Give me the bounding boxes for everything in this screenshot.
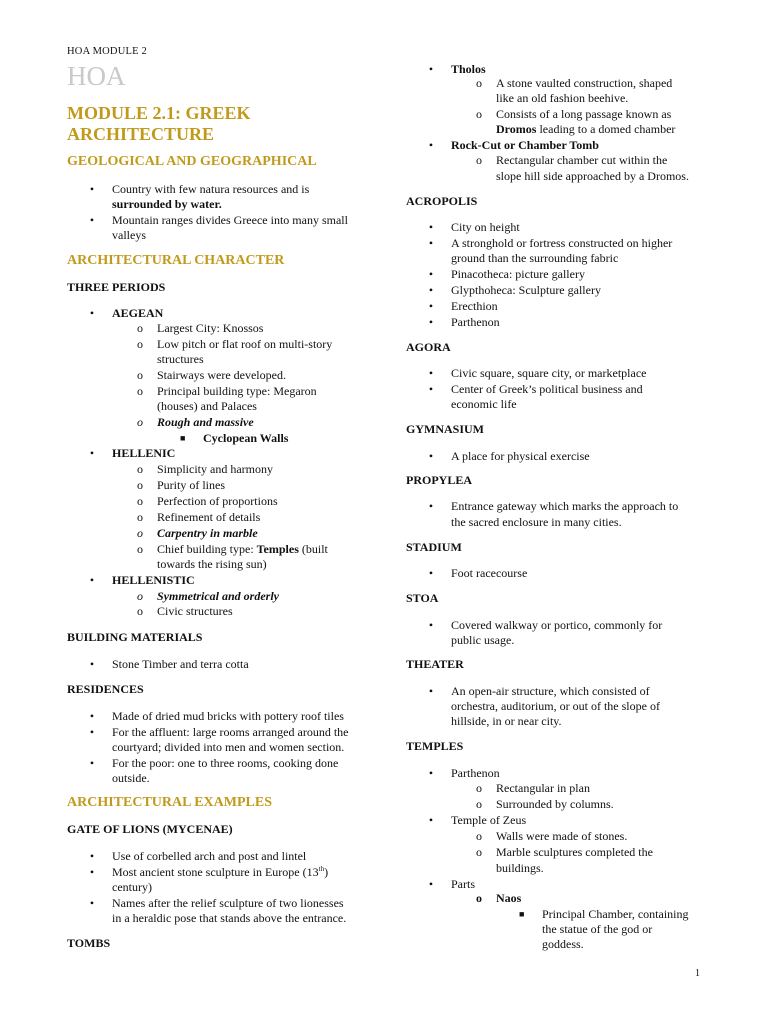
text: Chief building type:: [157, 542, 257, 556]
heading-architectural-character: ARCHITECTURAL CHARACTER: [67, 253, 285, 268]
text-bold: Temples: [256, 542, 299, 556]
bullet: •: [89, 725, 95, 739]
hellenic-item: Perfection of proportions: [157, 494, 278, 508]
period-hellenistic: HELLENISTIC: [112, 573, 195, 587]
sub-bullet: o: [476, 781, 482, 795]
propylea-item: Entrance gateway which marks the approach to: [451, 499, 679, 513]
temple-zeus: Temple of Zeus: [451, 813, 527, 827]
gymnasium-item: A place for physical exercise: [451, 449, 590, 463]
period-aegean: AEGEAN: [112, 306, 164, 320]
text: leading to a domed chamber: [536, 122, 676, 136]
hellenistic-item: Civic structures: [157, 604, 233, 618]
sub-sub-bullet: ■: [180, 433, 186, 443]
bullet: •: [89, 849, 95, 863]
tomb-rock-cut: Rock-Cut or Chamber Tomb: [451, 138, 599, 152]
tholos-item: A stone vaulted construction, shaped: [496, 76, 673, 90]
sub-bullet: o: [137, 321, 143, 335]
bullet: •: [89, 756, 95, 770]
sub-bullet: o: [137, 462, 143, 476]
zeus-item: Walls were made of stones.: [496, 829, 628, 843]
residences-item: For the affluent: large rooms arranged around the: [112, 725, 349, 739]
acropolis-item: Pinacotheca: picture gallery: [451, 267, 585, 281]
superscript: th: [318, 865, 325, 873]
sub-bullet: o: [476, 891, 482, 905]
module-title-line-1: MODULE 2.1: GREEK: [67, 103, 251, 123]
gate-item: century): [112, 880, 152, 894]
heading-stadium: STADIUM: [406, 540, 462, 554]
parthenon-item: Rectangular in plan: [496, 781, 590, 795]
sub-bullet: o: [137, 478, 143, 492]
temple-parts: Parts: [451, 877, 475, 891]
heading-three-periods: THREE PERIODS: [67, 280, 166, 294]
bullet: •: [428, 449, 434, 463]
propylea-item: the sacred enclosure in many cities.: [451, 515, 622, 529]
sub-bullet: o: [137, 415, 143, 429]
sub-bullet: o: [476, 153, 482, 167]
bullet: •: [428, 299, 434, 313]
page-title: HOA: [67, 61, 126, 91]
gate-item: in a heraldic pose that stands above the entrance.: [112, 911, 347, 925]
temple-parthenon: Parthenon: [451, 766, 500, 780]
residences-item: courtyard; divided into men and women section.: [112, 740, 345, 754]
theater-item: An open-air structure, which consisted of: [451, 684, 650, 698]
agora-item: Civic square, square city, or marketplace: [451, 366, 647, 380]
sub-bullet: o: [137, 542, 143, 556]
bullet: •: [89, 306, 95, 320]
aegean-item: Cyclopean Walls: [203, 431, 289, 445]
gate-item: Most ancient stone sculpture in Europe (13th): [112, 865, 329, 879]
stoa-item: public usage.: [451, 633, 515, 647]
naos-item: Principal Chamber, containing: [542, 907, 689, 921]
zeus-item: buildings.: [496, 861, 544, 875]
bullet: •: [89, 213, 95, 227]
hellenic-item: Purity of lines: [157, 478, 225, 492]
bullet: •: [428, 684, 434, 698]
heading-residences: RESIDENCES: [67, 682, 144, 696]
agora-item: Center of Greek’s political business and: [451, 382, 643, 396]
sub-bullet: o: [137, 337, 143, 351]
hellenic-item: Simplicity and harmony: [157, 462, 273, 476]
agora-item: economic life: [451, 397, 517, 411]
bullet: •: [428, 267, 434, 281]
bullet: •: [428, 766, 434, 780]
acropolis-item: City on height: [451, 220, 520, 234]
heading-architectural-examples: ARCHITECTURAL EXAMPLES: [67, 795, 272, 810]
heading-building-materials: BUILDING MATERIALS: [67, 630, 203, 644]
text: (built: [298, 542, 328, 556]
sub-bullet: o: [137, 510, 143, 524]
text-bold: Dromos: [496, 122, 537, 136]
heading-gymnasium: GYMNASIUM: [406, 422, 484, 436]
bullet: •: [428, 382, 434, 396]
acropolis-item: ground than the surrounding fabric: [451, 251, 619, 265]
heading-acropolis: ACROPOLIS: [406, 194, 478, 208]
sub-bullet: o: [476, 107, 482, 121]
aegean-item: Rough and massive: [157, 415, 254, 429]
heading-geological: GEOLOGICAL AND GEOGRAPHICAL: [67, 154, 317, 169]
theater-item: orchestra, auditorium, or out of the slope of: [451, 699, 660, 713]
residences-item: outside.: [112, 771, 150, 785]
tholos-item: like an old fashion beehive.: [496, 91, 629, 105]
residences-item: For the poor: one to three rooms, cooking done: [112, 756, 339, 770]
acropolis-item: Glypthoheca: Sculpture gallery: [451, 283, 601, 297]
bullet: •: [428, 877, 434, 891]
sub-bullet: o: [137, 368, 143, 382]
bullet: •: [428, 236, 434, 250]
text: Most ancient stone sculpture in Europe (13: [112, 865, 319, 879]
aegean-item: Low pitch or flat roof on multi-story: [157, 337, 333, 351]
bullet: •: [428, 315, 434, 329]
bullet: •: [89, 657, 95, 671]
zeus-item: Marble sculptures completed the: [496, 845, 653, 859]
hellenic-item: [157, 541, 328, 557]
sub-bullet: o: [137, 494, 143, 508]
tholos-item: [496, 121, 675, 137]
acropolis-item: Parthenon: [451, 315, 500, 329]
rock-item: Rectangular chamber cut within the: [496, 153, 668, 167]
naos-item: goddess.: [542, 937, 584, 951]
heading-stoa: STOA: [406, 591, 439, 605]
hellenic-item: Carpentry in marble: [157, 526, 258, 540]
bullet: •: [89, 573, 95, 587]
geo-item-2-line-2: valleys: [112, 228, 146, 242]
bullet: •: [428, 813, 434, 827]
materials-item: Stone Timber and terra cotta: [112, 657, 249, 671]
aegean-item: (houses) and Palaces: [157, 399, 257, 413]
sub-bullet: o: [137, 526, 143, 540]
heading-propylea: PROPYLEA: [406, 473, 472, 487]
naos-item: the statue of the god or: [542, 922, 653, 936]
aegean-item: Largest City: Knossos: [157, 321, 264, 335]
aegean-item: Principal building type: Megaron: [157, 384, 317, 398]
parthenon-item: Surrounded by columns.: [496, 797, 614, 811]
heading-agora: AGORA: [406, 340, 451, 354]
period-hellenic: HELLENIC: [112, 446, 176, 460]
sub-bullet: o: [476, 797, 482, 811]
hellenic-item: towards the rising sun): [157, 557, 267, 571]
bullet: •: [428, 618, 434, 632]
heading-tombs: TOMBS: [67, 936, 111, 950]
heading-theater: THEATER: [406, 657, 464, 671]
acropolis-item: A stronghold or fortress constructed on higher: [451, 236, 673, 250]
gate-item: Names after the relief sculpture of two lionesses: [112, 896, 344, 910]
geo-item-2-line-1: Mountain ranges divides Greece into many small: [112, 213, 348, 227]
tomb-tholos: Tholos: [451, 62, 486, 76]
sub-bullet: o: [137, 604, 143, 618]
sub-bullet: o: [137, 589, 143, 603]
tholos-item: Consists of a long passage known as: [496, 107, 672, 121]
sub-bullet: o: [476, 845, 482, 859]
sub-sub-bullet: ■: [519, 909, 525, 919]
heading-temples: TEMPLES: [406, 739, 464, 753]
sub-bullet: o: [476, 829, 482, 843]
bullet: •: [428, 138, 434, 152]
sub-bullet: o: [476, 76, 482, 90]
bullet: •: [428, 62, 434, 76]
stadium-item: Foot racecourse: [451, 566, 528, 580]
bullet: •: [428, 366, 434, 380]
hellenistic-item: Symmetrical and orderly: [157, 589, 279, 603]
acropolis-item: Erecthion: [451, 299, 498, 313]
gate-item: Use of corbelled arch and post and lintel: [112, 849, 307, 863]
module-label: HOA MODULE 2: [67, 46, 147, 57]
page-number: 1: [695, 968, 700, 979]
parts-naos: Naos: [496, 891, 522, 905]
bullet: •: [89, 865, 95, 879]
theater-item: hillside, in or near city.: [451, 714, 562, 728]
stoa-item: Covered walkway or portico, commonly for: [451, 618, 663, 632]
hellenic-item: Refinement of details: [157, 510, 261, 524]
bullet: •: [89, 446, 95, 460]
bullet: •: [428, 566, 434, 580]
sub-bullet: o: [137, 384, 143, 398]
bullet: •: [89, 182, 95, 196]
residences-item: Made of dried mud bricks with pottery roof tiles: [112, 709, 344, 723]
geo-item-1-line-2: surrounded by water.: [112, 197, 222, 211]
bullet: •: [428, 283, 434, 297]
bullet: •: [89, 709, 95, 723]
bullet: •: [89, 896, 95, 910]
heading-gate-of-lions: GATE OF LIONS (MYCENAE): [67, 822, 233, 836]
geo-item-1-line-1: Country with few natura resources and is: [112, 182, 310, 196]
bullet: •: [428, 499, 434, 513]
module-title-line-2: ARCHITECTURE: [67, 124, 215, 144]
bullet: •: [428, 220, 434, 234]
rock-item: slope hill side approached by a Dromos.: [496, 169, 689, 183]
aegean-item: Stairways were developed.: [157, 368, 286, 382]
aegean-item: structures: [157, 352, 204, 366]
